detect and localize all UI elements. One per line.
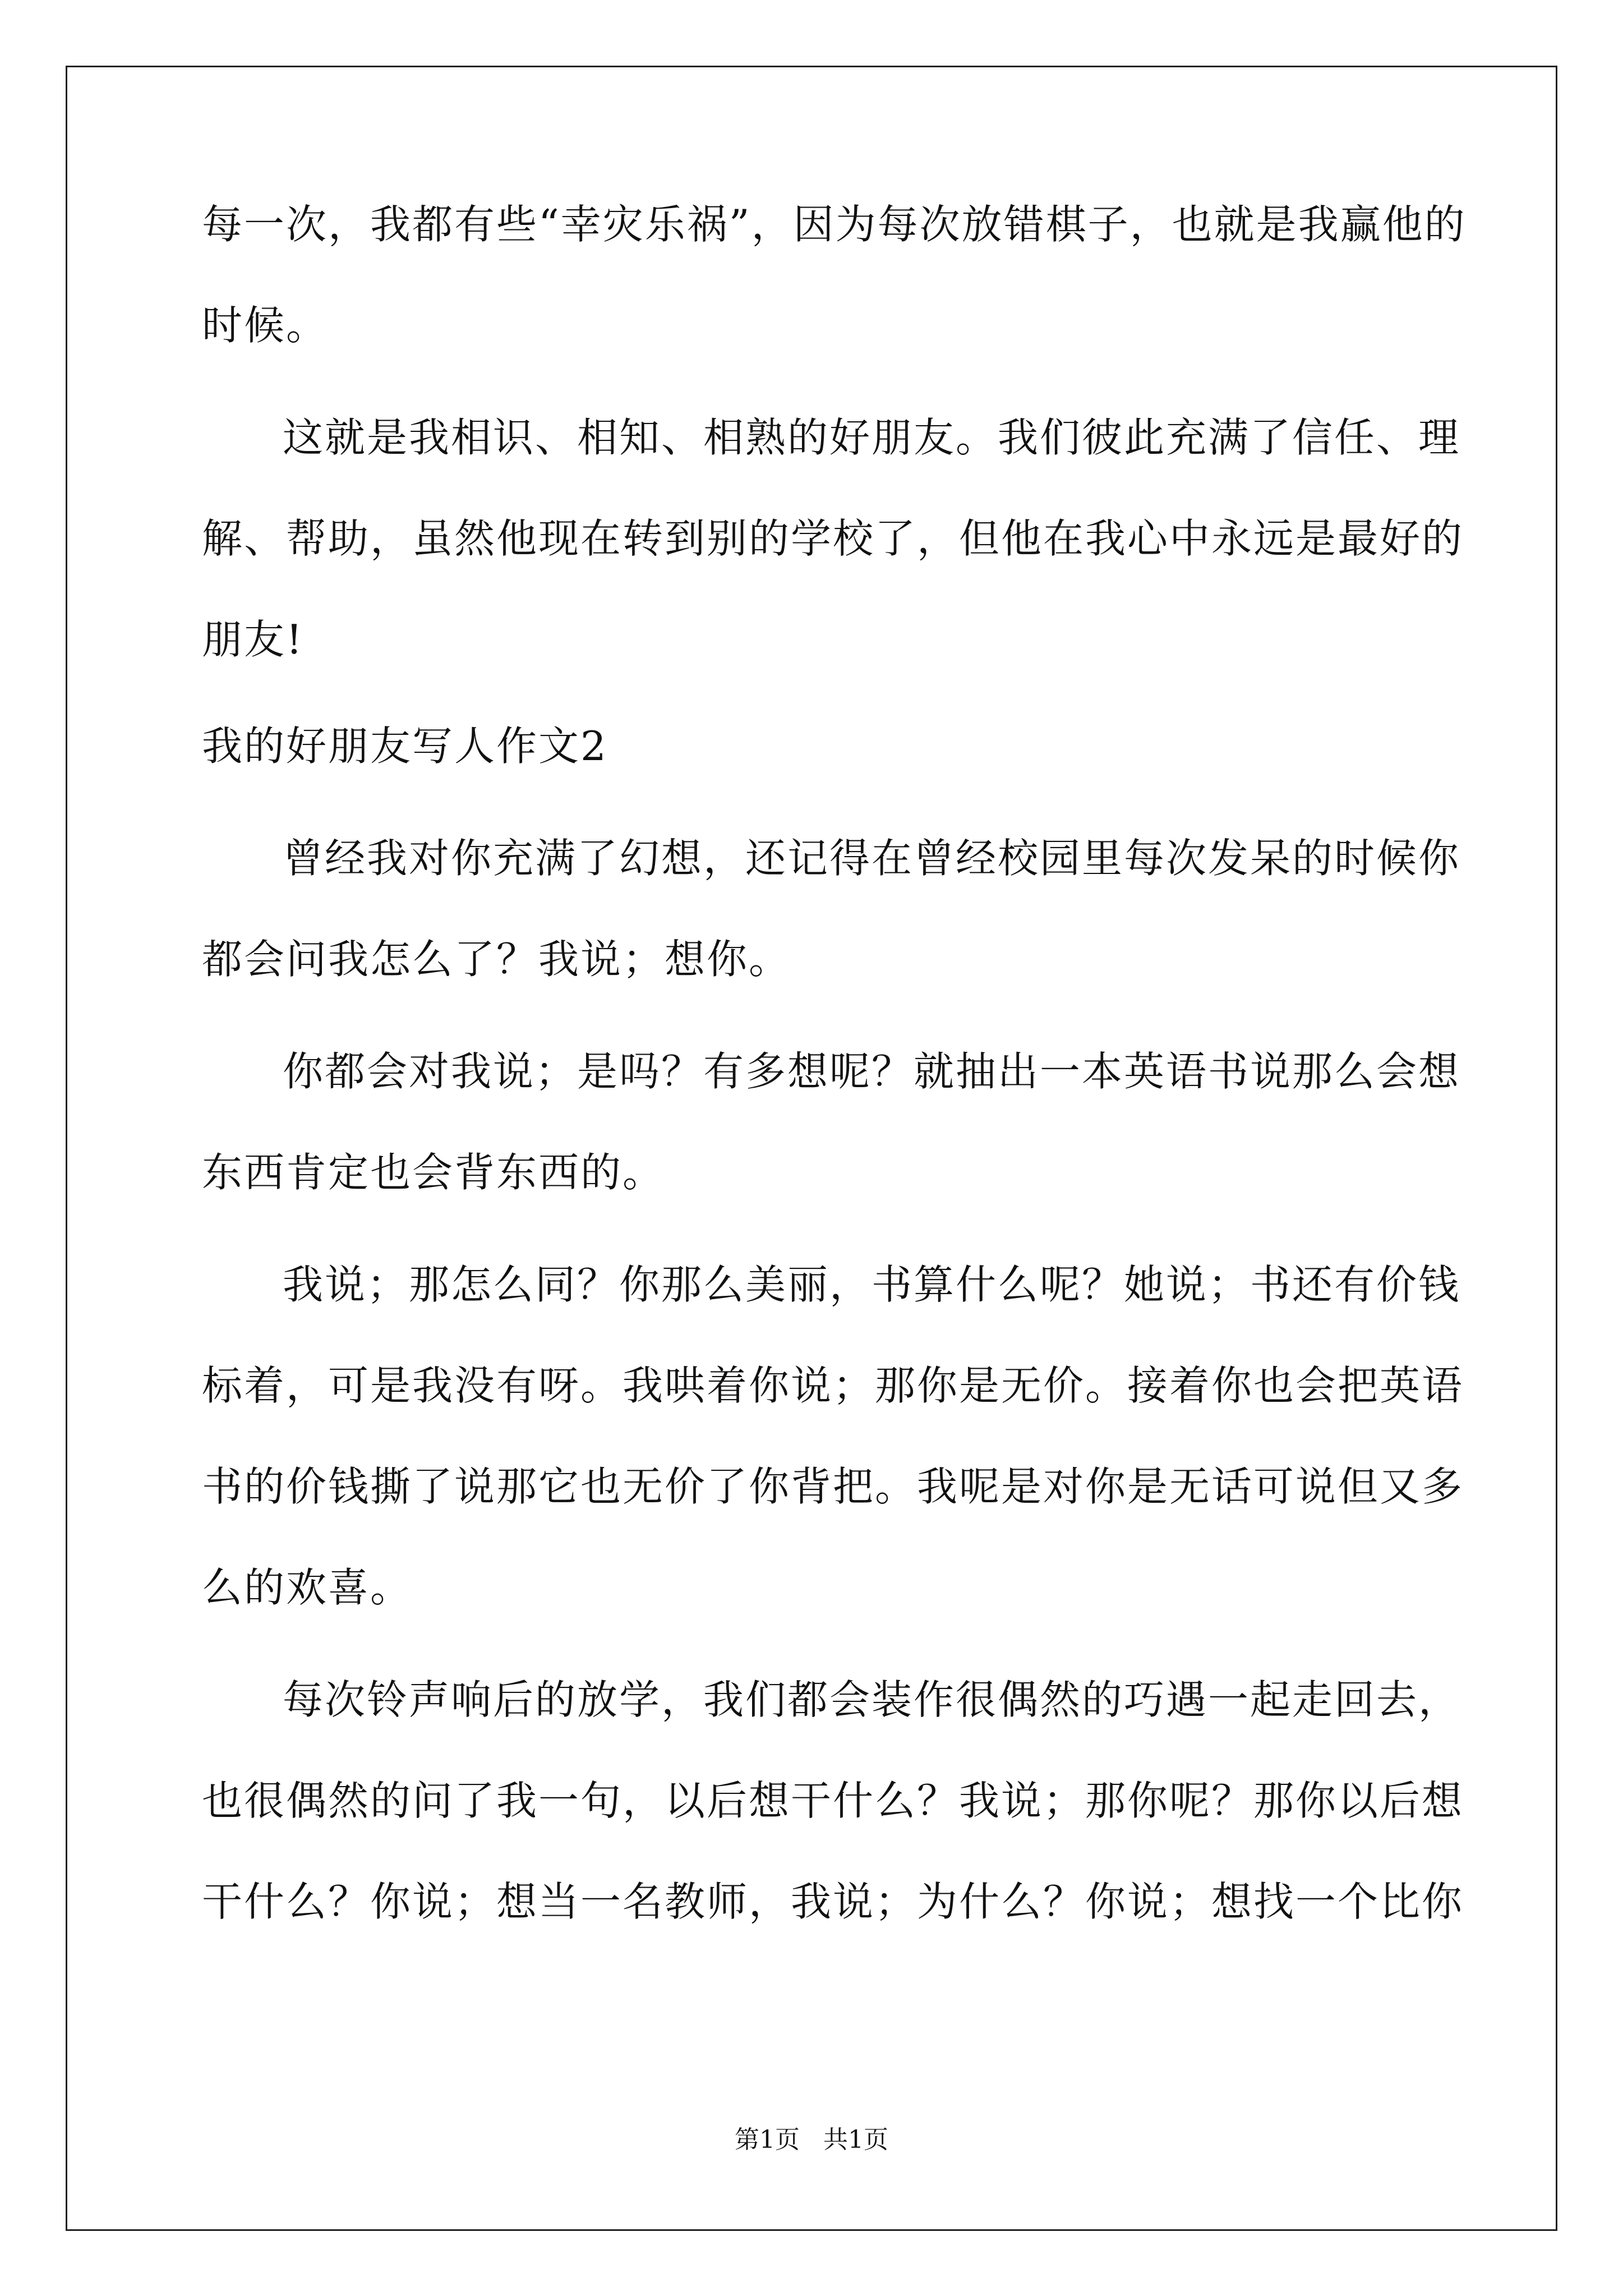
section-heading: 我的好朋友写人作文2 [202,723,608,770]
text-line: 干什么？你说；想当一名教师，我说；为什么？你说；想找一个比你 [202,1878,1464,1925]
text-line: 这就是我相识、相知、相熟的好朋友。我们彼此充满了信任、理 [283,414,1461,461]
page-number: 第1页 共1页 [735,2125,888,2154]
text-line: 时候。 [202,302,329,349]
text-line: 也很偶然的问了我一句，以后想干什么？我说；那你呢？那你以后想 [202,1777,1464,1824]
text-line: 每次铃声响后的放学，我们都会装作很偶然的巧遇一起走回去， [283,1676,1461,1723]
text-line: 我说；那怎么同？你那么美丽，书算什么呢？她说；书还有价钱 [283,1261,1461,1308]
text-line: 书的价钱撕了说那它也无价了你背把。我呢是对你是无话可说但又多 [202,1463,1464,1510]
text-line: 曾经我对你充满了幻想，还记得在曾经校园里每次发呆的时候你 [283,835,1461,882]
text-line: 东西肯定也会背东西的。 [202,1149,665,1196]
text-line: 每一次，我都有些“幸灾乐祸”，因为每次放错棋子，也就是我赢他的 [202,201,1467,248]
text-line: 都会问我怎么了？我说；想你。 [202,936,791,983]
text-line: 解、帮助，虽然他现在转到别的学校了，但他在我心中永远是最好的 [202,515,1464,562]
text-line: 标着，可是我没有呀。我哄着你说；那你是无价。接着你也会把英语 [202,1362,1464,1409]
text-line: 你都会对我说；是吗？有多想呢？就抽出一本英语书说那么会想 [283,1048,1461,1095]
text-line: 么的欢喜。 [202,1564,413,1611]
text-line: 朋友! [202,616,304,663]
